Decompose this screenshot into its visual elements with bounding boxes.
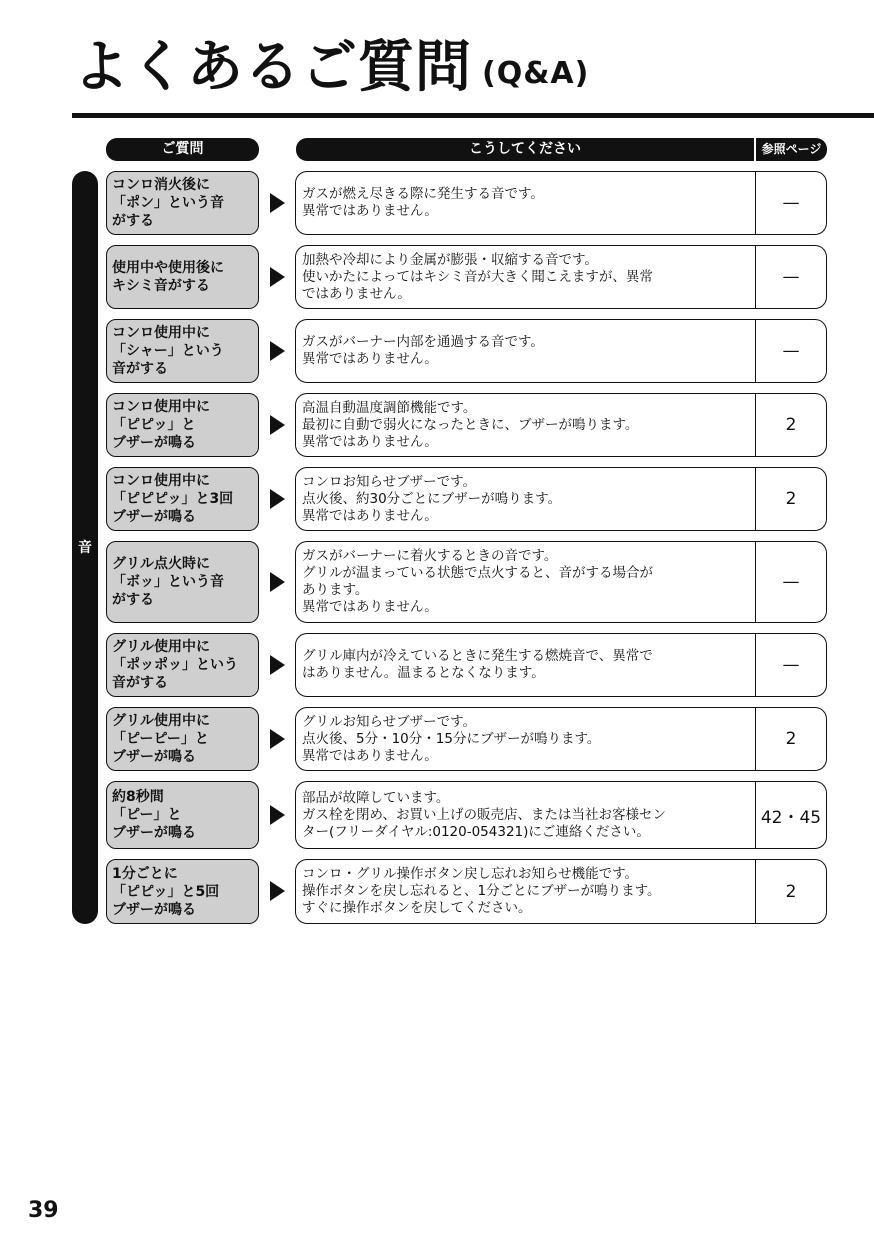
faq-question: コンロ使用中に 「シャー」という 音がする — [106, 319, 259, 383]
faq-question: グリル点火時に 「ボッ」という音 がする — [106, 541, 259, 623]
arrow-right-icon — [270, 267, 285, 287]
faq-ref-page: — — [755, 319, 827, 383]
faq-row — [0, 859, 874, 924]
faq-ref-page: 2 — [755, 859, 827, 924]
faq-row — [0, 245, 874, 309]
arrow-right-icon — [270, 729, 285, 749]
faq-row — [0, 707, 874, 771]
faq-ref-page: 2 — [755, 467, 827, 531]
header-question: ご質問 — [106, 138, 259, 161]
faq-answer: コンロ・グリル操作ボタン戻し忘れお知らせ機能です。 操作ボタンを戻し忘れると、1分ごとにブザーが鳴ります。 すぐに操作ボタンを戻してください。 — [295, 859, 755, 924]
arrow-right-icon — [270, 655, 285, 675]
category-label: 音 — [78, 540, 92, 556]
header-answer: こうしてください — [296, 138, 754, 161]
faq-ref-page: 2 — [755, 393, 827, 457]
faq-ref-page: — — [755, 633, 827, 697]
faq-ref-page: — — [755, 245, 827, 309]
faq-row — [0, 171, 874, 235]
faq-row — [0, 467, 874, 531]
faq-ref-page: — — [755, 171, 827, 235]
arrow-right-icon — [270, 572, 285, 592]
page-number: 39 — [28, 1198, 59, 1223]
faq-row — [0, 781, 874, 849]
faq-ref-page: 42・45 — [755, 781, 827, 849]
faq-answer: ガスがバーナー内部を通過する音です。 異常ではありません。 — [295, 319, 755, 383]
faq-row — [0, 633, 874, 697]
faq-question: コンロ使用中に 「ピピッ」と ブザーが鳴る — [106, 393, 259, 457]
faq-row — [0, 393, 874, 457]
faq-answer: ガスが燃え尽きる際に発生する音です。 異常ではありません。 — [295, 171, 755, 235]
faq-question: 使用中や使用後に キシミ音がする — [106, 245, 259, 309]
title-rule — [72, 113, 874, 118]
faq-row — [0, 541, 874, 623]
faq-ref-page: 2 — [755, 707, 827, 771]
arrow-right-icon — [270, 805, 285, 825]
faq-question: グリル使用中に 「ピーピー」と ブザーが鳴る — [106, 707, 259, 771]
arrow-right-icon — [270, 881, 285, 901]
faq-answer: グリルお知らせブザーです。 点火後、5分・10分・15分にブザーが鳴ります。 異常ではありません。 — [295, 707, 755, 771]
faq-question: 約8秒間 「ピー」と ブザーが鳴る — [106, 781, 259, 849]
faq-question: 1分ごとに 「ピピッ」と5回 ブザーが鳴る — [106, 859, 259, 924]
arrow-right-icon — [270, 193, 285, 213]
page-title — [73, 35, 590, 100]
faq-answer: 高温自動温度調節機能です。 最初に自動で弱火になったときに、ブザーが鳴ります。 異常ではありません。 — [295, 393, 755, 457]
faq-answer: 加熱や冷却により金属が膨張・収縮する音です。 使いかたによってはキシミ音が大きく聞こえますが、異常 ではありません。 — [295, 245, 755, 309]
faq-question: コンロ消火後に 「ポン」という音 がする — [106, 171, 259, 235]
page-title-sub: (Q&A) — [482, 56, 590, 91]
faq-answer: ガスがバーナーに着火するときの音です。 グリルが温まっている状態で点火すると、音がする場合が あります。 異常ではありません。 — [295, 541, 755, 623]
page-title-main: よくあるご質問 — [73, 35, 472, 100]
faq-answer: コンロお知らせブザーです。 点火後、約30分ごとにブザーが鳴ります。 異常ではありません。 — [295, 467, 755, 531]
faq-question: グリル使用中に 「ポッポッ」という 音がする — [106, 633, 259, 697]
faq-answer: 部品が故障しています。 ガス栓を閉め、お買い上げの販売店、または当社お客様セン ター(フリーダイヤル:0120-054321)にご連絡ください。 — [295, 781, 755, 849]
header-ref-page: 参照ページ — [756, 138, 827, 161]
arrow-right-icon — [270, 489, 285, 509]
arrow-right-icon — [270, 415, 285, 435]
faq-answer: グリル庫内が冷えているときに発生する燃焼音で、異常で はありません。温まるとなくなります。 — [295, 633, 755, 697]
faq-ref-page: — — [755, 541, 827, 623]
faq-row — [0, 319, 874, 383]
faq-question: コンロ使用中に 「ピピピッ」と3回 ブザーが鳴る — [106, 467, 259, 531]
arrow-right-icon — [270, 341, 285, 361]
